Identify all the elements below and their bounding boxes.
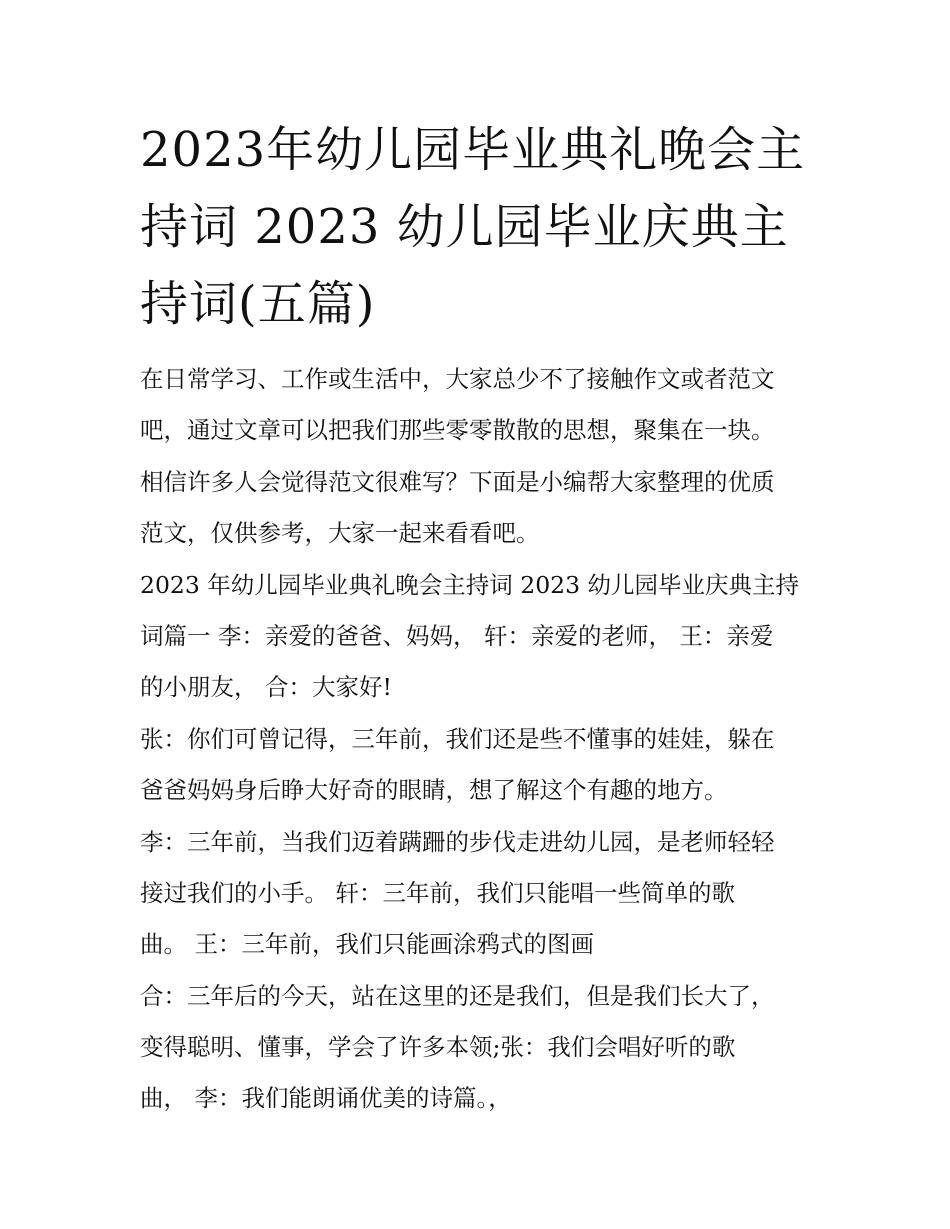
document-title bbox=[140, 112, 840, 343]
body-line: 在日常学习、工作或生活中，大家总少不了接触作文或者范文 bbox=[140, 365, 775, 393]
body-line: 的小朋友， 合：大家好! bbox=[140, 673, 392, 702]
body-line: 李：三年前，当我们迈着蹒跚的步伐走进幼儿园，是老师轻轻 bbox=[140, 827, 775, 856]
body-line: 曲， 李：我们能朗诵优美的诗篇。， bbox=[140, 1084, 512, 1113]
title-line: 2023年幼儿园毕业典礼晚会主 bbox=[140, 122, 806, 178]
document-body bbox=[140, 354, 830, 1125]
body-line: 范文，仅供参考，大家一起来看看吧。 bbox=[140, 519, 540, 548]
body-line: 张：你们可曾记得，三年前，我们还是些不懂事的娃娃，躲在 bbox=[140, 724, 775, 753]
body-line: 吧，通过文章可以把我们那些零零散散的思想，聚集在一块。 bbox=[140, 416, 775, 445]
title-line: 持词 2023 幼儿园毕业庆典主 bbox=[140, 199, 789, 255]
body-line: 接过我们的小手。 轩：三年前，我们只能唱一些简单的歌 bbox=[140, 878, 735, 907]
body-line: 爸爸妈妈身后睁大好奇的眼睛，想了解这个有趣的地方。 bbox=[140, 776, 728, 805]
body-line: 合：三年后的今天，站在这里的还是我们，但是我们长大了， bbox=[140, 981, 775, 1010]
body-line: 词篇一 李：亲爱的爸爸、妈妈， 轩：亲爱的老师， 王：亲爱 bbox=[140, 621, 774, 650]
body-line: 相信许多人会觉得范文很难写？下面是小编帮大家整理的优质 bbox=[140, 467, 775, 496]
body-line: 2023 年幼儿园毕业典礼晚会主持词 2023 幼儿园毕业庆典主持 bbox=[140, 570, 800, 599]
title-line: 持词(五篇) bbox=[140, 276, 376, 332]
body-line: 变得聪明、懂事，学会了许多本领;张：我们会唱好听的歌 bbox=[140, 1033, 736, 1062]
body-line: 曲。 王：三年前，我们只能画涂鸦式的图画 bbox=[140, 930, 594, 959]
